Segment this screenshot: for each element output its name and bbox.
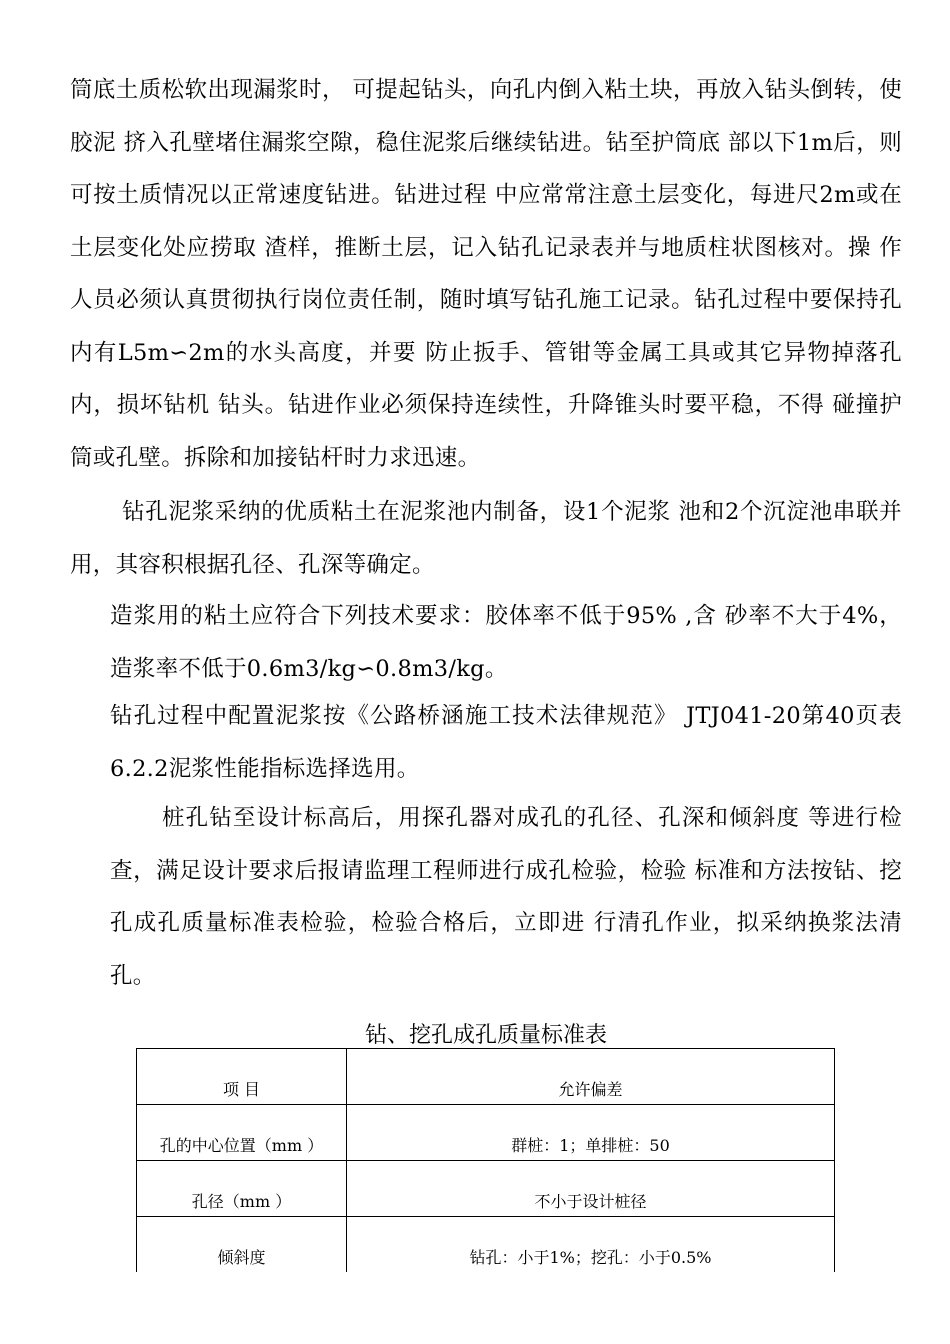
table-cell-item: 孔的中心位置（mm ） (137, 1105, 347, 1161)
paragraph-clay-requirements: 造浆用的粘土应符合下列技术要求：胶体率不低于95% ,含 砂率不大于4%，造浆率不低于0.6m3/kg∽0.8m3/kg。 (110, 603, 902, 682)
table-cell-tolerance: 不小于设计桩径 (347, 1161, 835, 1217)
paragraph-hole-inspection: 桩孔钻至设计标高后，用探孔器对成孔的孔径、孔深和倾斜度 等进行检查，满足设计要求后报请监理工程师进行成孔检验，检验 标准和方法按钻、挖孔成孔质量标准表检验，检验合格后，立即进 行清孔作业，拟采纳换浆法清孔。 (110, 805, 902, 989)
table-row (137, 1161, 835, 1217)
table-header-item: 项 目 (137, 1049, 347, 1105)
table-cell-tolerance: 钻孔：小于1%；挖孔：小于0.5% (347, 1217, 835, 1273)
table-header-tolerance: 允许偏差 (347, 1049, 835, 1105)
table-title: 钻、挖孔成孔质量标准表 (364, 1023, 607, 1048)
quality-standard-table (136, 1048, 835, 1272)
table-cell-item: 倾斜度 (137, 1217, 347, 1273)
table-row (137, 1105, 835, 1161)
paragraph-drilling-process: 筒底土质松软出现漏浆时， 可提起钻头，向孔内倒入粘土块，再放入钻头倒转，使胶泥 挤入孔壁堵住漏浆空隙，稳住泥浆后继续钻进。钻至护筒底 部以下1m后，则可按土质情况以正常速度钻进。钻进过程 中应常常注意土层变化，每进尺2m或在土层变化处应捞取 渣样，推断土层，记入钻孔记录表并与地质柱状图核对。操 作人员必须认真贯彻执行岗位责任制，随时填写钻孔施工记录。钻孔过程中要保持孔内有L5m∽2m的水头高度，并要 防止扳手、管钳等金属工具或其它异物掉落孔内，损坏钻机 钻头。钻进作业必须保持连续性，升降锥头时要平稳，不得 碰撞护筒或孔壁。拆除和加接钻杆时力求迅速。 (70, 77, 902, 471)
paragraph-mud-spec-reference: 钻孔过程中配置泥浆按《公路桥涵施工技术法律规范》 JTJ041-20第40页表6.2.2泥浆性能指标选择选用。 (110, 703, 902, 782)
paragraph-mud-preparation: 钻孔泥浆采纳的优质粘土在泥浆池内制备，设1个泥浆 池和2个沉淀池串联并用，其容积根据孔径、孔深等确定。 (70, 499, 902, 578)
table-row (137, 1217, 835, 1273)
table-header-row (137, 1049, 835, 1105)
table-cell-item: 孔径（mm ） (137, 1161, 347, 1217)
table-cell-tolerance: 群桩：1；单排桩：50 (347, 1105, 835, 1161)
